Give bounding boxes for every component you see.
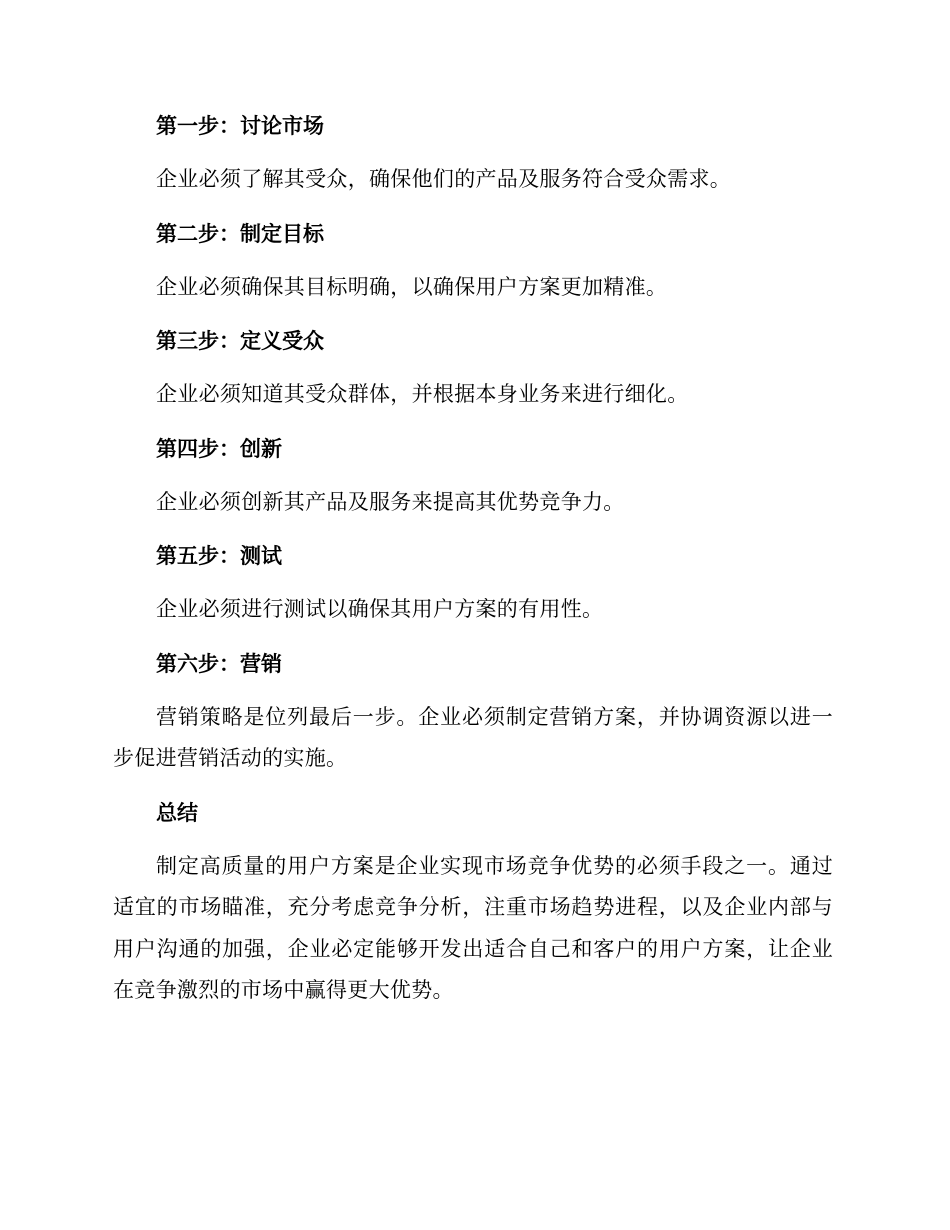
document-page [113, 104, 833, 1023]
summary-body: 制定高质量的用户方案是企业实现市场竞争优势的必须手段之一。通过适宜的市场瞄准，充分考虑竞争分析，注重市场趋势进程，以及企业内部与用户沟通的加强，企业必定能够开发出适合自己和客户的用户方案，让企业在竞争激烈的市场中赢得更大优势。 [113, 853, 833, 1002]
step-3-heading: 第三步：定义受众 [156, 329, 324, 353]
step-4-body: 企业必须创新其产品及服务来提高其优势竞争力。 [156, 489, 625, 514]
step-1-heading: 第一步：讨论市场 [156, 114, 324, 138]
step-1-body: 企业必须了解其受众，确保他们的产品及服务符合受众需求。 [156, 167, 732, 191]
step-5-heading: 第五步：测试 [156, 544, 282, 568]
step-6-heading: 第六步：营销 [156, 651, 282, 676]
step-2-heading: 第二步：制定目标 [156, 221, 324, 246]
summary-heading: 总结 [156, 800, 198, 825]
step-5-body: 企业必须进行测试以确保其用户方案的有用性。 [156, 597, 604, 621]
step-6-body: 营销策略是位列最后一步。企业必须制定营销方案，并协调资源以进一步促进营销活动的实施。 [113, 704, 833, 770]
step-2-body: 企业必须确保其目标明确，以确保用户方案更加精准。 [156, 274, 668, 299]
step-3-body: 企业必须知道其受众群体，并根据本身业务来进行细化。 [156, 382, 689, 406]
step-4-heading: 第四步：创新 [156, 436, 282, 461]
